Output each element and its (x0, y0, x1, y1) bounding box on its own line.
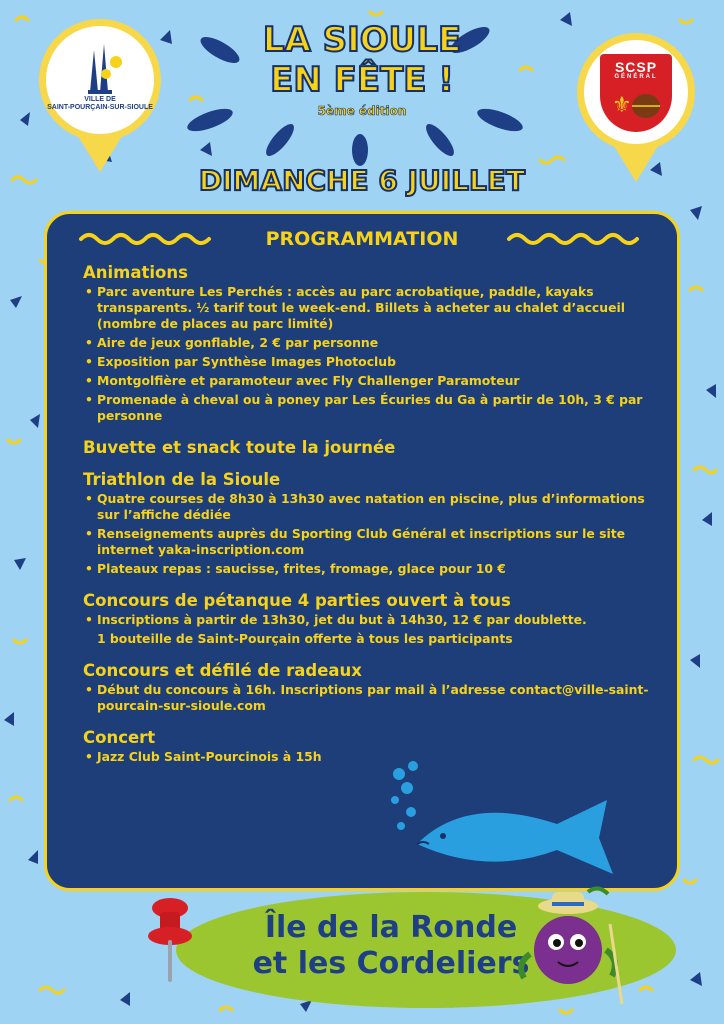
list-item: • Début du concours à 16h. Inscriptions par mail à l’adresse contact@ville-saint-pourcain-sur-sioule.com (83, 682, 658, 714)
list-item: • Aire de jeux gonflable, 2 € par personne (83, 335, 658, 351)
list-item: • Inscriptions à partir de 13h30, jet du but à 14h30, 12 € par doublette. (83, 612, 658, 628)
title-line1: LA SIOULE (262, 20, 462, 60)
list-item: • Exposition par Synthèse Images Photoclub (83, 354, 658, 370)
list-item: 1 bouteille de Saint-Pourçain offerte à tous les participants (97, 631, 513, 646)
program-heading: PROGRAMMATION (265, 228, 459, 250)
grape-mascot-icon (510, 884, 630, 1014)
section-title-radeaux: Concours et défilé de radeaux (83, 661, 362, 680)
list-item: • Quatre courses de 8h30 à 13h30 avec natation en piscine, plus d’informations sur l’affiche dédiée (83, 491, 658, 523)
list-item: • Jazz Club Saint-Pourcinois à 15h (83, 749, 658, 765)
list-item: • Promenade à cheval ou à poney par Les Écuries du Ga à partir de 10h, 3 € par personne (83, 392, 658, 424)
program-content (83, 262, 658, 768)
ville-line2: SAINT-POURÇAIN-SUR-SIOULE (47, 104, 153, 111)
section-title-triathlon: Triathlon de la Sioule (83, 470, 281, 489)
petanque-list (83, 612, 658, 647)
ville-line1: VILLE DE (84, 96, 116, 103)
title-line2: EN FÊTE ! (270, 60, 454, 100)
section-title-concert: Concert (83, 728, 156, 747)
section-title-animations: Animations (83, 263, 188, 282)
svg-text:⚜: ⚜ (612, 93, 632, 118)
location-line1: Île de la Ronde (264, 910, 518, 945)
list-item: • Parc aventure Les Perchés : accès au parc acrobatique, paddle, kayaks transparents. ½ tarif tout le week-end. Billets à acheter au chalet d’accueil (nombre de places au parc limité) (83, 284, 658, 332)
edition-label: 5ème édition (317, 104, 407, 118)
section-title-petanque: Concours de pétanque 4 parties ouvert à tous (83, 591, 511, 610)
club-sub: GÉNÉRAL (614, 74, 658, 80)
radeaux-list (83, 682, 658, 714)
section-title-buvette: Buvette et snack toute la journée (83, 438, 396, 457)
club-abbr: SCSP (614, 59, 658, 75)
list-item: • Renseignements auprès du Sporting Club Général et inscriptions sur le site internet yaka-inscription.com (83, 526, 658, 558)
list-item: • Montgolfière et paramoteur avec Fly Challenger Paramoteur (83, 373, 658, 389)
animations-list (83, 284, 658, 424)
event-date: DIMANCHE 6 JUILLET (198, 164, 526, 197)
list-item: • Plateaux repas : saucisse, frites, fromage, glace pour 10 € (83, 561, 658, 577)
location-line2: et les Cordeliers (252, 946, 530, 981)
triathlon-list (83, 491, 658, 577)
wave-right-icon (507, 230, 647, 248)
program-panel (44, 211, 680, 891)
fish-icon (377, 754, 637, 884)
